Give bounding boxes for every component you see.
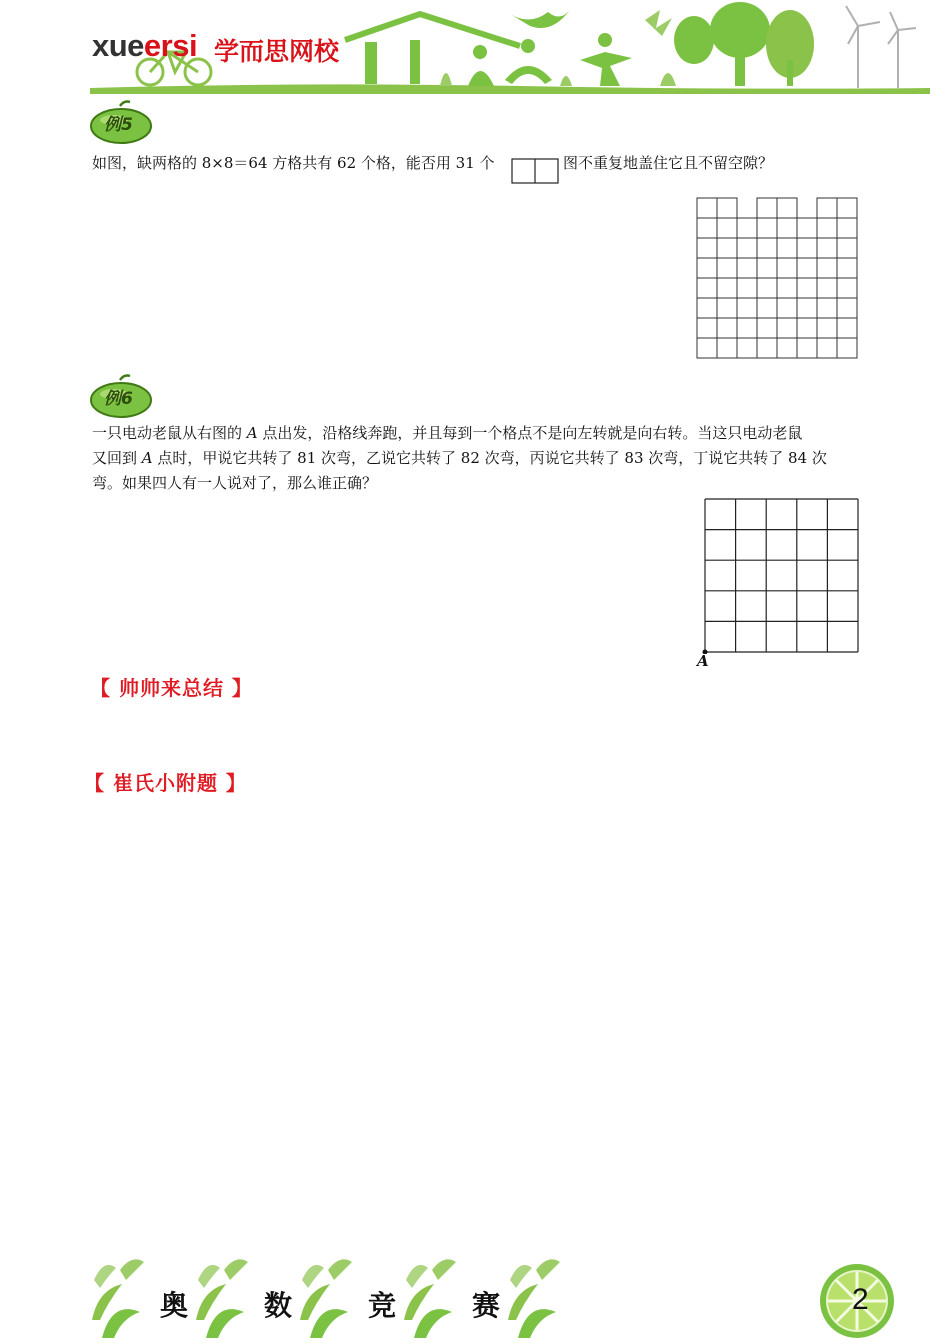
grid-cell <box>757 218 777 238</box>
tree-icon <box>674 2 814 86</box>
page-number: 2 <box>852 1283 869 1316</box>
grid-cell <box>777 198 797 218</box>
grid-cell <box>697 198 717 218</box>
grid-cell <box>837 218 857 238</box>
grid-cell <box>797 218 817 238</box>
grid-cell <box>777 298 797 318</box>
grid-cell <box>717 258 737 278</box>
grid-cell <box>777 238 797 258</box>
grid-cell <box>837 258 857 278</box>
butterfly-icon <box>645 10 672 36</box>
grid-cell <box>697 338 717 358</box>
grid-cell <box>817 238 837 258</box>
leaf-icon <box>196 1259 248 1338</box>
example-6-badge <box>90 374 152 418</box>
grid-cell <box>697 318 717 338</box>
grid-cell <box>717 318 737 338</box>
grid-cell <box>817 318 837 338</box>
grid-cell <box>837 238 857 258</box>
grid-cell <box>757 278 777 298</box>
grid-cell <box>777 278 797 298</box>
logo-chinese-name: 学而思网校 <box>214 37 340 66</box>
extra-problem-section-title: 【 崔氏小附题 】 <box>84 771 247 795</box>
wind-turbine-icon <box>846 6 916 88</box>
grid-cell <box>697 238 717 258</box>
grid-cell <box>837 338 857 358</box>
grid-cell <box>837 278 857 298</box>
leaf-icon <box>300 1259 352 1338</box>
grid-cell <box>717 298 737 318</box>
grid-cell <box>817 278 837 298</box>
grid-cell <box>757 318 777 338</box>
point-a-label: A <box>697 652 709 670</box>
grid-cell <box>777 338 797 358</box>
grid-cell <box>797 258 817 278</box>
footer-leaf-decoration <box>0 1240 600 1340</box>
grid-cell <box>797 298 817 318</box>
leaf-icon <box>508 1259 560 1338</box>
grid-cell <box>797 318 817 338</box>
grid-cell <box>817 298 837 318</box>
grid-cell <box>737 298 757 318</box>
grid-cell <box>777 318 797 338</box>
bird-icon <box>510 10 570 28</box>
grid-cell <box>737 258 757 278</box>
header <box>0 0 950 100</box>
summary-section-title: 【 帅帅来总结 】 <box>90 676 253 700</box>
example-6-label: 例6 <box>104 389 133 409</box>
people-icon <box>468 33 632 86</box>
grid-cell <box>697 218 717 238</box>
grid-cell <box>717 218 737 238</box>
grid-cell <box>697 298 717 318</box>
grid-cell <box>717 338 737 358</box>
grid-cell <box>797 238 817 258</box>
grid-cell <box>697 258 717 278</box>
question-line-3: 弯。如果四人有一人说对了，那么谁正确？ <box>92 474 378 492</box>
leaf-icon <box>404 1259 456 1338</box>
grid-cell <box>777 258 797 278</box>
grid-cell <box>777 218 797 238</box>
footer <box>0 1240 950 1344</box>
grid-cell <box>717 238 737 258</box>
grid-cell <box>737 278 757 298</box>
grid-cell <box>817 258 837 278</box>
example-5-badge <box>90 100 152 144</box>
question-line-1: 一只电动老鼠从右图的 A 点出发，沿格线奔跑，并且每到一个格点不是向左转就是向右转。当这只电动老鼠 <box>92 424 803 442</box>
domino-icon <box>511 158 559 184</box>
grid-cell <box>757 338 777 358</box>
grid-cell <box>817 218 837 238</box>
grid-cell <box>737 238 757 258</box>
question-text-part1: 如图，缺两格的 8×8＝64 方格共有 62 个格，能否用 31 个 <box>92 154 495 172</box>
question-line-2: 又回到 A 点时，甲说它共转了 81 次弯，乙说它共转了 82 次弯，丙说它共转了 83 次弯，丁说它共转了 84 次 <box>92 449 827 467</box>
grid-cell <box>757 298 777 318</box>
grid-cell <box>837 298 857 318</box>
chessboard-missing-two-cells-figure <box>696 197 860 361</box>
grid-cell <box>717 198 737 218</box>
grid-cell <box>817 198 837 218</box>
grid-cell <box>757 198 777 218</box>
grid-cell <box>757 258 777 278</box>
grid-cell <box>717 278 737 298</box>
grid-cell <box>837 198 857 218</box>
footer-word-1: 奥 <box>160 1289 189 1322</box>
example-6-question <box>92 421 872 496</box>
example-5-label: 例5 <box>104 115 133 135</box>
footer-word-3: 竞 <box>368 1289 397 1322</box>
grid-cell <box>697 278 717 298</box>
question-text-part2: 图不重复地盖住它且不留空隙？ <box>563 154 774 172</box>
grid-cell <box>737 338 757 358</box>
footer-word-4: 赛 <box>472 1289 501 1322</box>
grid-cell <box>757 238 777 258</box>
square-grid-figure <box>700 494 864 654</box>
leaf-icon <box>92 1259 144 1338</box>
grid-cell <box>737 318 757 338</box>
grid-cell <box>817 338 837 358</box>
grid-cell <box>737 218 757 238</box>
grid-cell <box>837 318 857 338</box>
footer-word-2: 数 <box>264 1289 293 1322</box>
logo-wordmark: xueersi <box>92 28 198 63</box>
grid-cell <box>797 338 817 358</box>
grid-cell <box>797 278 817 298</box>
